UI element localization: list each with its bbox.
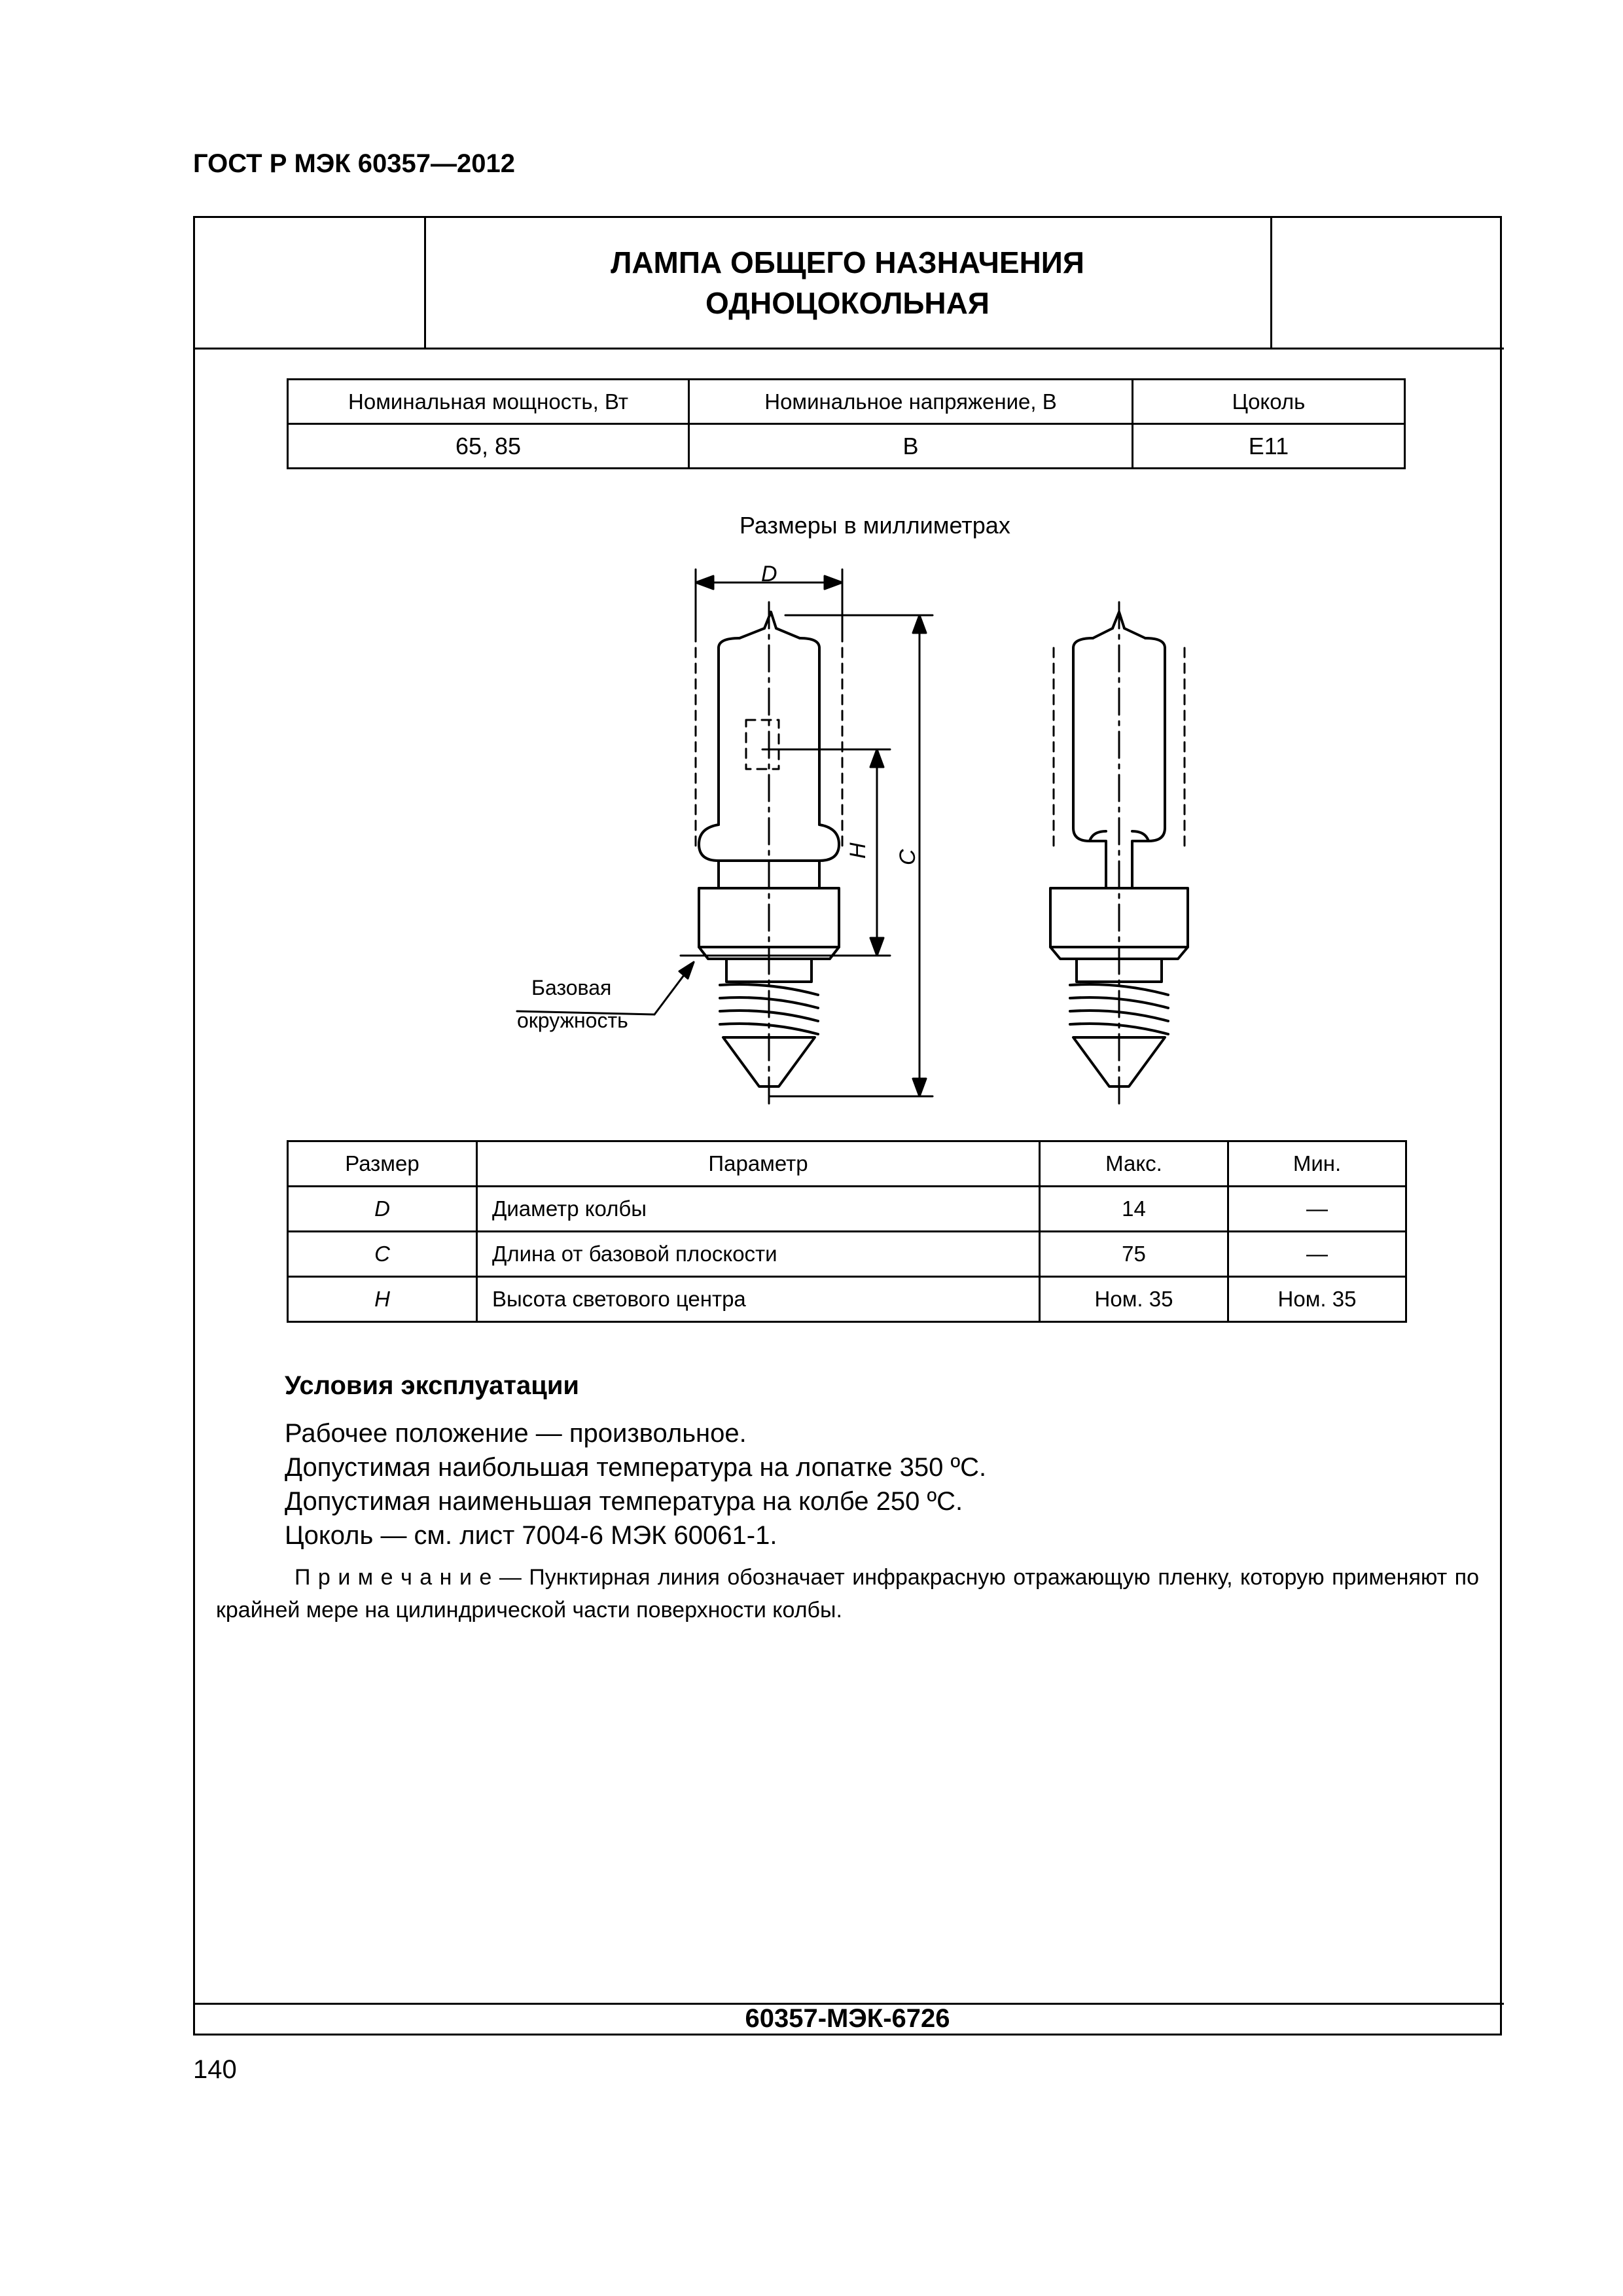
row-size-symbol: D <box>288 1187 477 1232</box>
param-header-size: Размер <box>288 1141 477 1187</box>
table-row <box>288 1232 1406 1277</box>
row-parameter: Диаметр колбы <box>477 1187 1040 1232</box>
row-max: Ном. 35 <box>1040 1277 1228 1322</box>
condition-line: Рабочее положение — произвольное. <box>285 1419 747 1448</box>
parameter-table-header-row <box>288 1141 1406 1187</box>
row-min: — <box>1228 1232 1406 1277</box>
lamp-drawing <box>458 540 1243 1129</box>
condition-line: Допустимая наименьшая температура на колбе 250 ºС. <box>285 1487 963 1516</box>
spec-value-power: 65, 85 <box>288 424 689 469</box>
lamp-side-view <box>1050 602 1188 1106</box>
label-c: C <box>895 849 920 865</box>
page-number: 140 <box>193 2055 237 2084</box>
parameter-table <box>287 1140 1407 1323</box>
callout-base-circle-line-2: окружность <box>517 1009 628 1032</box>
row-parameter: Длина от базовой плоскости <box>477 1232 1040 1277</box>
param-header-min: Мин. <box>1228 1141 1406 1187</box>
standard-code: ГОСТ Р МЭК 60357—2012 <box>193 149 516 178</box>
title-line-1: ЛАМПА ОБЩЕГО НАЗНАЧЕНИЯ <box>611 245 1084 279</box>
spec-value-base: E11 <box>1133 424 1405 469</box>
sheet-title <box>425 242 1270 323</box>
title-divider-bottom <box>195 348 1504 350</box>
spec-header-base: Цоколь <box>1133 380 1405 424</box>
param-header-max: Макс. <box>1040 1141 1228 1187</box>
lamp-front-view <box>696 602 842 1106</box>
label-d: D <box>761 562 777 586</box>
title-divider-right <box>1270 218 1272 348</box>
spec-table-header-row <box>288 380 1405 424</box>
title-line-2: ОДНОЦОКОЛЬНАЯ <box>705 286 990 320</box>
conditions-heading: Условия эксплуатации <box>285 1371 579 1400</box>
table-row <box>288 1187 1406 1232</box>
row-size-symbol: C <box>288 1232 477 1277</box>
row-parameter: Высота светового центра <box>477 1277 1040 1322</box>
row-min: Ном. 35 <box>1228 1277 1406 1322</box>
row-max: 75 <box>1040 1232 1228 1277</box>
spec-value-voltage: B <box>689 424 1133 469</box>
condition-line: Допустимая наибольшая температура на лопатке 350 ºС. <box>285 1453 987 1482</box>
row-min: — <box>1228 1187 1406 1232</box>
spec-table <box>287 378 1406 469</box>
spec-header-power: Номинальная мощность, Вт <box>288 380 689 424</box>
param-header-parameter: Параметр <box>477 1141 1040 1187</box>
spec-header-voltage: Номинальное напряжение, В <box>689 380 1133 424</box>
table-row <box>288 1277 1406 1322</box>
dimensions-caption: Размеры в миллиметрах <box>740 512 1010 539</box>
spec-table-value-row <box>288 424 1405 469</box>
row-max: 14 <box>1040 1187 1228 1232</box>
callout-base-circle-line-1: Базовая <box>531 976 612 999</box>
row-size-symbol: H <box>288 1277 477 1322</box>
sheet-number: 60357-МЭК-6726 <box>745 2004 950 2033</box>
condition-line: Цоколь — см. лист 7004-6 МЭК 60061-1. <box>285 1521 777 1550</box>
note-paragraph: П р и м е ч а н и е — Пунктирная линия обозначает инфракрасную отражающую пленку, которую применяют по крайней мере на цилиндрической части поверхности колбы. <box>216 1565 1479 1623</box>
label-h: H <box>846 842 870 859</box>
